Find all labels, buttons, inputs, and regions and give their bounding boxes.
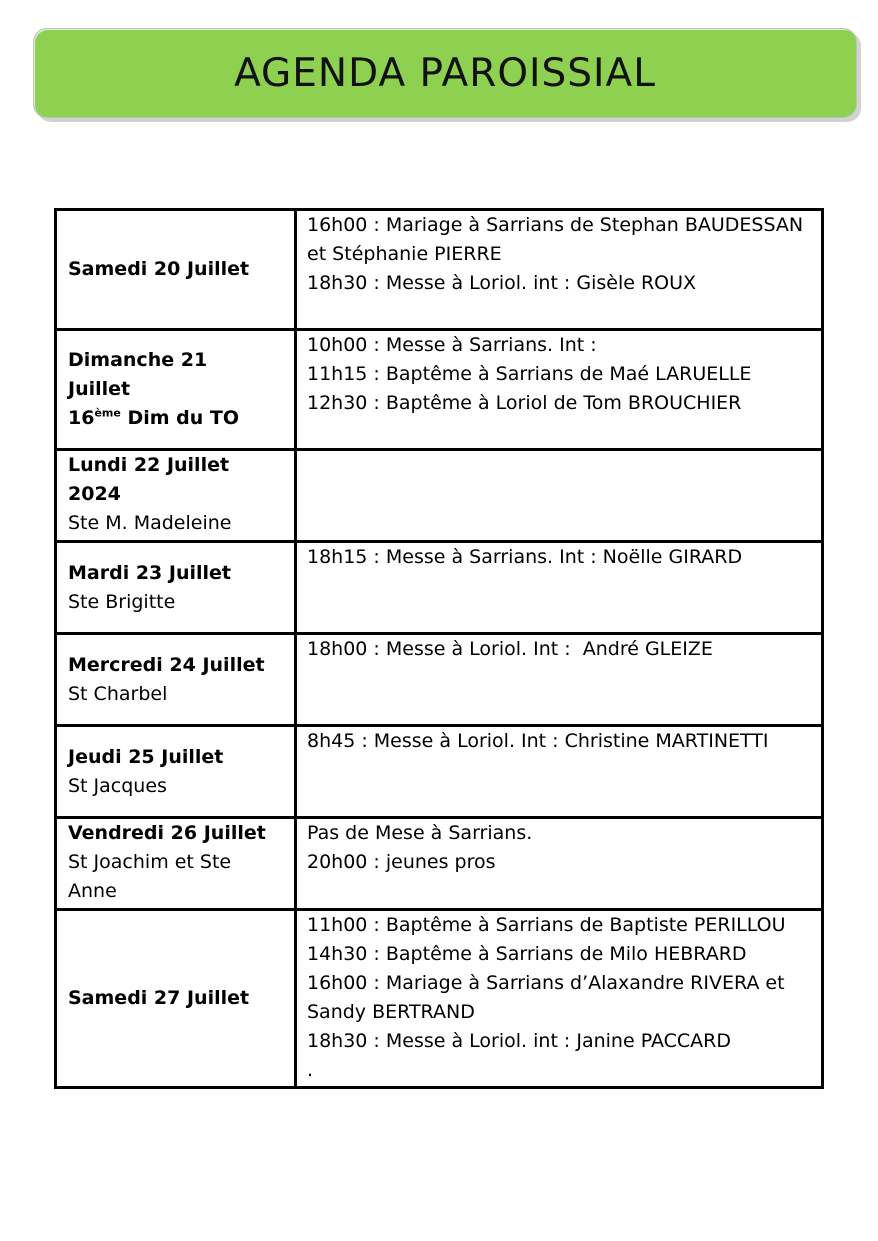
day-name: Juillet — [68, 378, 131, 400]
event-line: 14h30 : Baptême à Sarrians de Milo HEBRARD — [307, 943, 747, 965]
day-name: Lundi 22 Juillet — [68, 454, 230, 476]
table-row — [56, 634, 823, 726]
event-line: . — [307, 1059, 314, 1081]
event-line: 18h30 : Messe à Loriol. int : Janine PACCARD — [307, 1030, 731, 1052]
day-cell — [56, 634, 296, 726]
event-line: 18h00 : Messe à Loriol. Int : André GLEIZE — [307, 638, 713, 660]
event-line: 16h00 : Mariage à Sarrians d’Alaxandre RIVERA et — [307, 972, 785, 994]
table-row — [56, 450, 823, 542]
event-line: 11h00 : Baptême à Sarrians de Baptiste PERILLOU — [307, 914, 786, 936]
day-name: Samedi 20 Juillet — [68, 258, 250, 280]
day-cell — [56, 726, 296, 818]
event-line: 10h00 : Messe à Sarrians. Int : — [307, 334, 597, 356]
events-cell — [296, 210, 823, 330]
day-name: Samedi 27 Juillet — [68, 987, 250, 1009]
event-line: 18h15 : Messe à Sarrians. Int : Noëlle GIRARD — [307, 546, 743, 568]
day-name: Mardi 23 Juillet — [68, 561, 231, 584]
event-line: et Stéphanie PIERRE — [307, 243, 502, 265]
feast-name: St Jacques — [68, 774, 167, 797]
day-cell — [56, 542, 296, 634]
day-cell — [56, 818, 296, 910]
day-name: 2024 — [68, 483, 121, 505]
table-row — [56, 910, 823, 1088]
table-row — [56, 818, 823, 910]
event-line: Sandy BERTRAND — [307, 1001, 475, 1023]
table-row — [56, 210, 823, 330]
day-cell — [56, 210, 296, 330]
events-cell — [296, 450, 823, 542]
feast-name: Anne — [68, 880, 117, 902]
event-line: 16h00 : Mariage à Sarrians de Stephan BAUDESSAN — [307, 214, 804, 236]
event-line: 8h45 : Messe à Loriol. Int : Christine MARTINETTI — [307, 730, 769, 752]
event-line: 11h15 : Baptême à Sarrians de Maé LARUELLE — [307, 363, 752, 385]
day-cell — [56, 910, 296, 1088]
day-cell — [56, 330, 296, 450]
feast-name: St Charbel — [68, 682, 168, 705]
events-cell — [296, 818, 823, 910]
events-cell — [296, 330, 823, 450]
events-cell — [296, 634, 823, 726]
event-line: 18h30 : Messe à Loriol. int : Gisèle ROUX — [307, 272, 697, 294]
table-row — [56, 726, 823, 818]
feast-name: Ste Brigitte — [68, 590, 176, 613]
event-line: Pas de Mese à Sarrians. — [307, 822, 533, 844]
table-row — [56, 330, 823, 450]
day-name: Vendredi 26 Juillet — [68, 822, 266, 844]
event-line: 12h30 : Baptême à Loriol de Tom BROUCHIER — [307, 392, 742, 414]
events-cell — [296, 542, 823, 634]
feast-name: Ste M. Madeleine — [68, 512, 232, 534]
day-name: Dimanche 21 — [68, 349, 208, 371]
feast-name: 16ème Dim du TO — [68, 406, 240, 429]
event-line: 20h00 : jeunes pros — [307, 851, 496, 873]
title-banner — [33, 28, 857, 118]
page-title: AGENDA PAROISSIAL — [234, 50, 656, 96]
day-name: Mercredi 24 Juillet — [68, 653, 265, 676]
day-name: Jeudi 25 Juillet — [68, 745, 224, 768]
day-cell — [56, 450, 296, 542]
events-cell — [296, 726, 823, 818]
agenda-table — [54, 208, 824, 1089]
feast-name: St Joachim et Ste — [68, 851, 232, 873]
events-cell — [296, 910, 823, 1088]
table-row — [56, 542, 823, 634]
